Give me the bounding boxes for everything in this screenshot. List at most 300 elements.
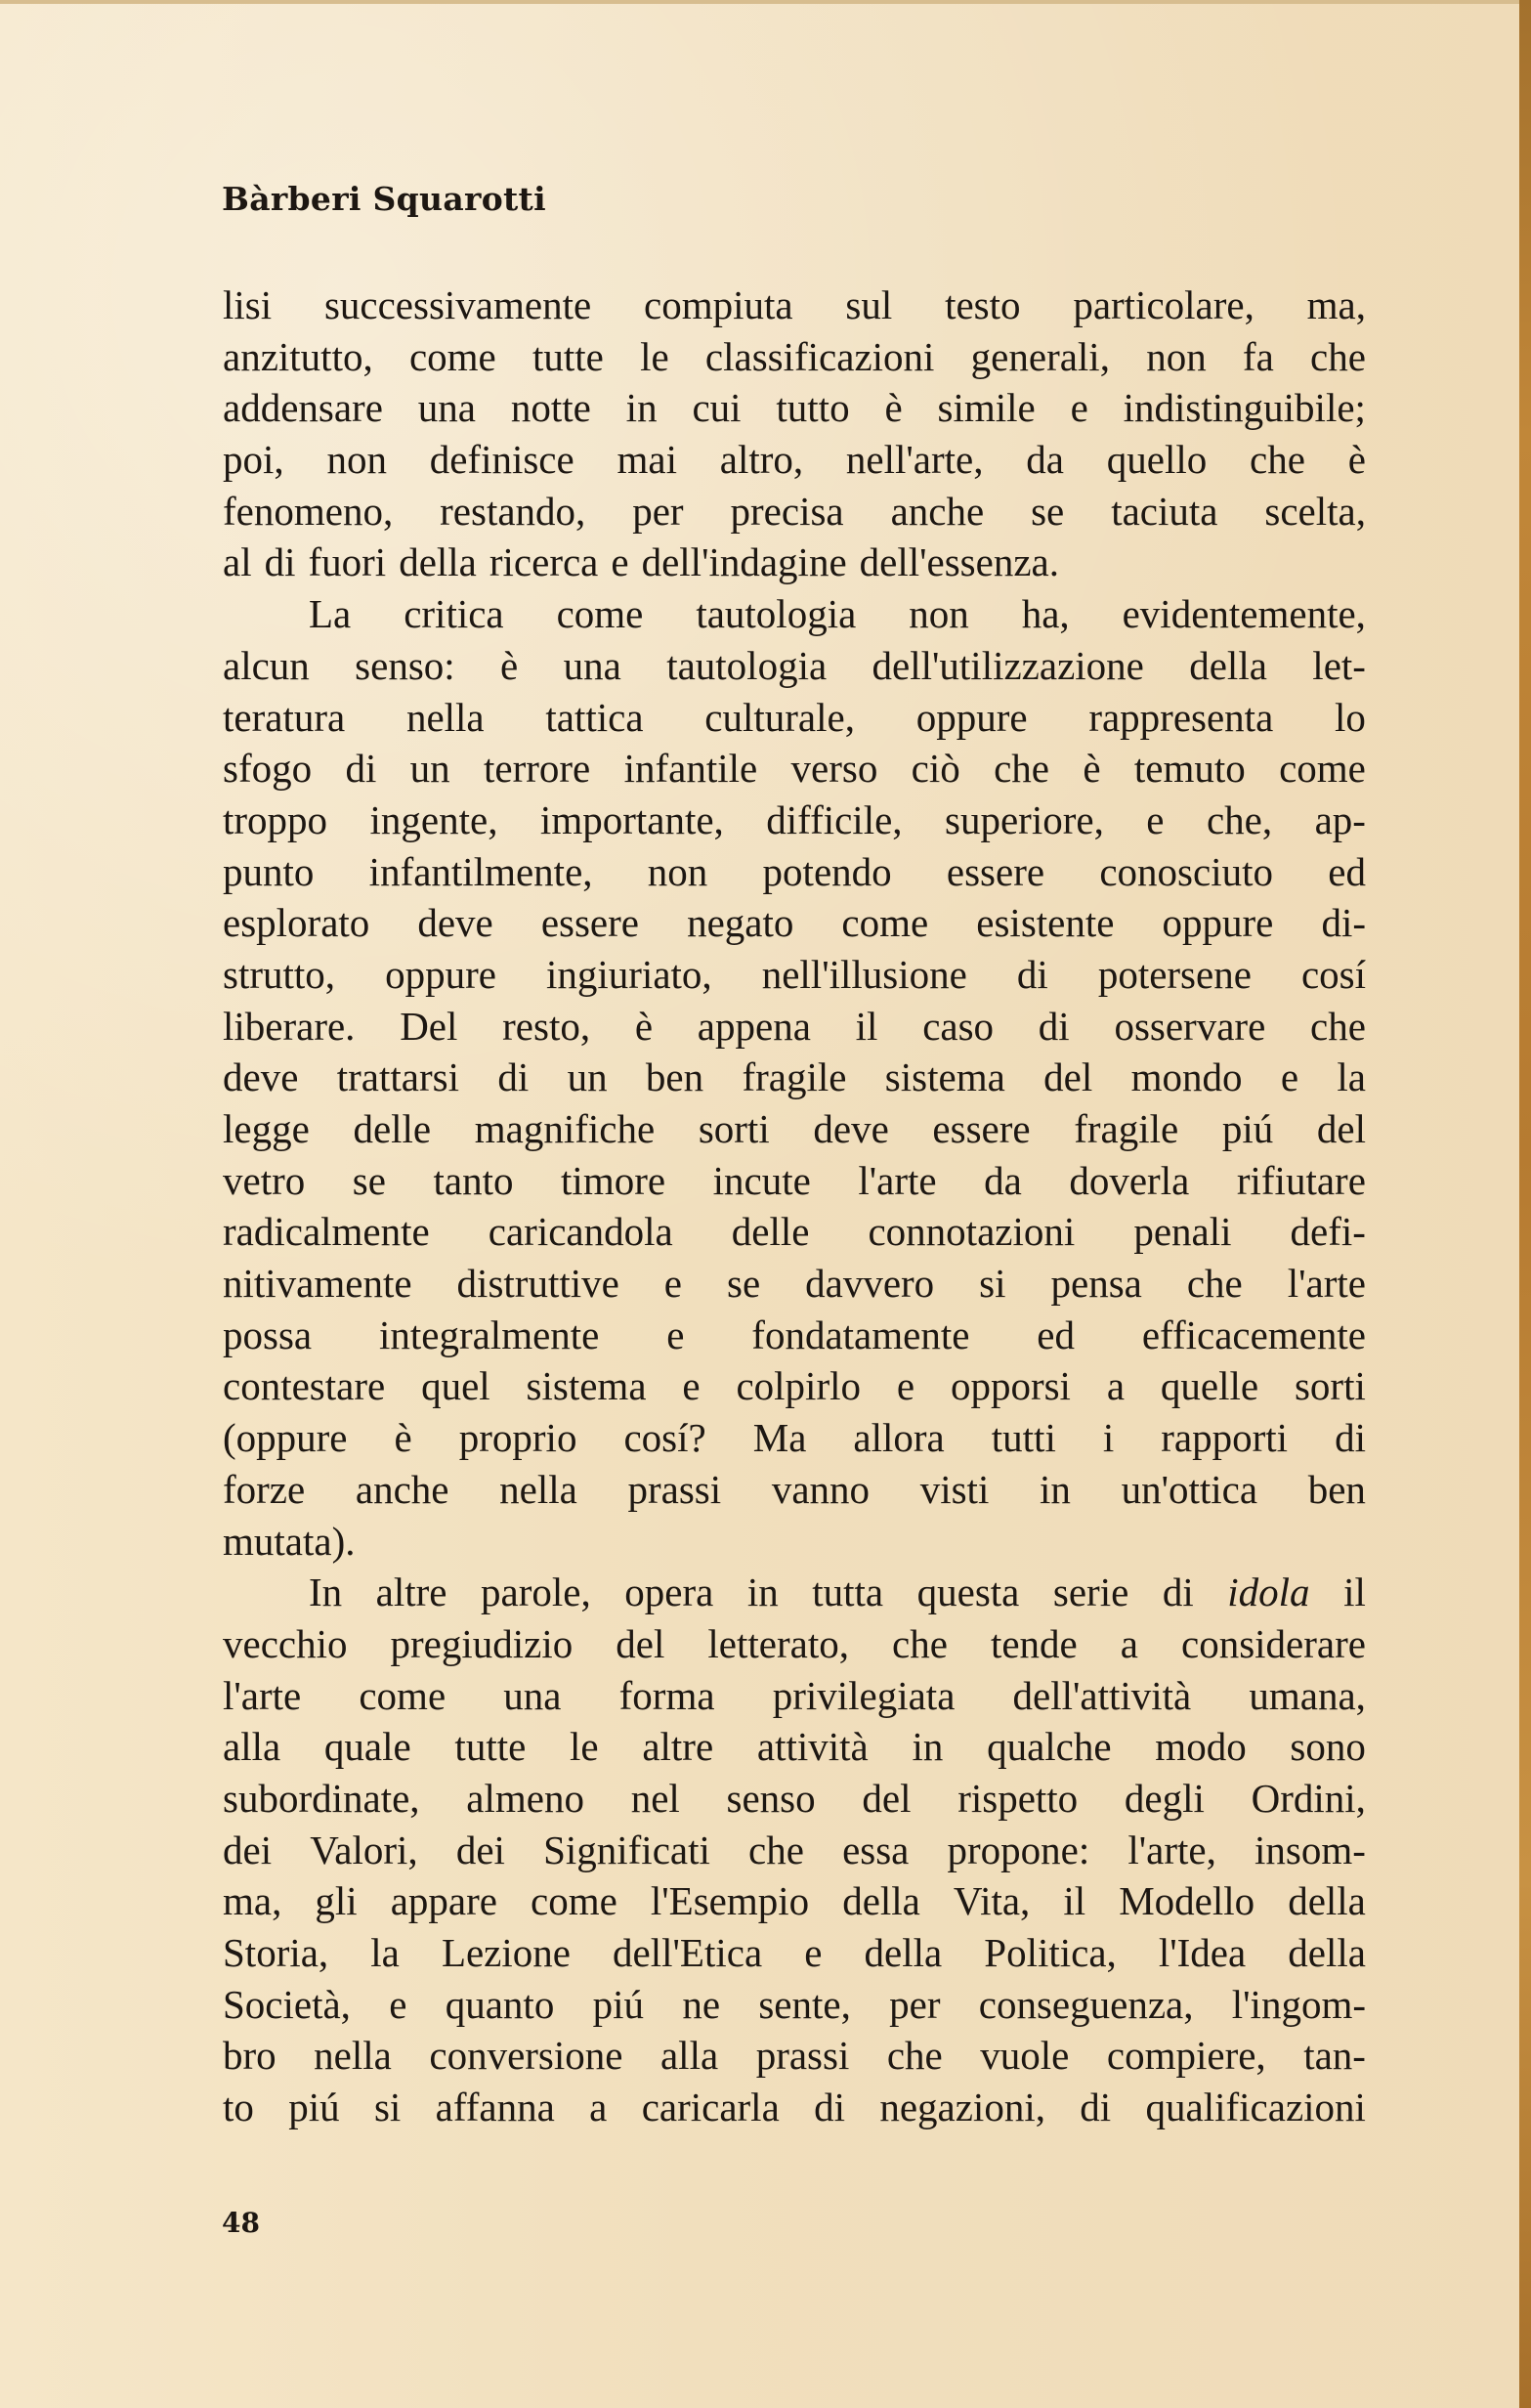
page-top-edge — [0, 0, 1531, 4]
word: Ma — [752, 1415, 807, 1461]
word: di — [497, 1054, 530, 1100]
word: che — [994, 746, 1049, 792]
word: Storia, — [223, 1930, 329, 1975]
word: incute — [712, 1157, 811, 1203]
word: Significati — [543, 1827, 710, 1872]
word: una — [503, 1672, 562, 1718]
word: legge — [223, 1106, 310, 1151]
word: trattarsi — [336, 1054, 459, 1100]
word: allora — [853, 1415, 945, 1461]
word: appena — [697, 1003, 811, 1049]
page-right-edge — [1519, 0, 1531, 2408]
word: altre — [642, 1724, 714, 1770]
text-line — [223, 2082, 1366, 2133]
word: parole, — [481, 1570, 591, 1615]
word: se — [352, 1157, 386, 1203]
word: anche — [890, 488, 985, 534]
word: esplorato — [223, 900, 370, 946]
word: ed — [1328, 848, 1366, 894]
word: piú — [288, 2085, 340, 2130]
word: successivamente — [323, 282, 592, 327]
word: se — [726, 1261, 761, 1307]
word: l'arte — [1287, 1261, 1366, 1307]
word: scelta, — [1264, 488, 1366, 534]
word: a — [1106, 1363, 1126, 1409]
word: idola — [1227, 1570, 1310, 1615]
word: defi- — [1290, 1209, 1366, 1255]
word: la — [1337, 1054, 1366, 1100]
word: nel — [630, 1775, 680, 1821]
word: in — [625, 385, 658, 431]
word: prassi — [627, 1466, 722, 1512]
word: attività — [756, 1724, 869, 1770]
text-line — [223, 1875, 1366, 1927]
word: di — [1038, 1003, 1070, 1049]
word: delle — [353, 1106, 432, 1151]
word: l'arte, — [1127, 1827, 1216, 1872]
word: mondo — [1130, 1054, 1243, 1100]
word: da — [1026, 437, 1064, 483]
word: essere — [946, 848, 1045, 894]
word: vanno — [771, 1466, 871, 1512]
text-line — [223, 1103, 1366, 1155]
word: essere — [540, 900, 639, 946]
word: del — [862, 1775, 912, 1821]
word: verso — [790, 746, 878, 792]
word: (oppure — [223, 1415, 348, 1461]
word: del — [1316, 1106, 1366, 1151]
word: dell'indagine — [641, 539, 847, 585]
word: quello — [1106, 437, 1208, 483]
word: quel — [421, 1363, 490, 1409]
word: della — [1288, 1930, 1366, 1975]
word: è — [500, 642, 519, 688]
word: sistema — [526, 1363, 647, 1409]
word: fuori — [308, 539, 387, 585]
word: un'ottica — [1121, 1466, 1258, 1512]
word: e — [611, 539, 629, 585]
word: pensa — [1050, 1261, 1142, 1307]
word: della — [864, 1930, 943, 1975]
word: è — [884, 385, 903, 431]
text-line — [223, 1464, 1366, 1516]
word: Società, — [223, 1981, 351, 2027]
word: a — [589, 2085, 608, 2130]
word: serie — [1052, 1570, 1129, 1615]
word: di — [345, 746, 377, 792]
word: infantilmente, — [368, 848, 593, 894]
word: di — [1162, 1570, 1194, 1615]
word: evidentemente, — [1122, 591, 1366, 637]
word: visti — [919, 1466, 990, 1512]
word: tutti — [991, 1415, 1056, 1461]
word: conseguenza, — [978, 1981, 1194, 2027]
word: tan- — [1303, 2033, 1366, 2079]
word: senso — [726, 1775, 816, 1821]
word: potersene — [1097, 951, 1252, 997]
body-text — [223, 280, 1366, 2133]
word: che, — [1206, 796, 1273, 842]
word: rappresenta — [1088, 694, 1274, 740]
word: importante, — [539, 796, 724, 842]
word: tutto — [776, 385, 850, 431]
word: sfogo — [223, 746, 313, 792]
word: penali — [1133, 1209, 1232, 1255]
word: e — [682, 1363, 701, 1409]
word: ciò — [911, 746, 960, 792]
text-line — [223, 846, 1366, 898]
word: di- — [1321, 900, 1366, 946]
word: ben — [1307, 1466, 1366, 1512]
word: liberare. — [223, 1003, 356, 1049]
word: una — [417, 385, 476, 431]
text-line — [223, 1206, 1366, 1258]
word: rispetto — [957, 1775, 1079, 1821]
word: privilegiata — [772, 1672, 956, 1718]
word: esistente — [976, 900, 1115, 946]
word: bro — [223, 2033, 276, 2079]
text-line — [223, 1412, 1366, 1464]
word: essa — [842, 1827, 910, 1872]
word: La — [309, 591, 352, 637]
word: Valori, — [310, 1827, 418, 1872]
word: let- — [1312, 642, 1366, 688]
word: anzitutto, — [223, 333, 373, 379]
word: non — [909, 591, 969, 637]
word: generali, — [970, 333, 1110, 379]
word: l'ingom- — [1231, 1981, 1366, 2027]
word: osservare — [1114, 1003, 1266, 1049]
word: dell'essenza. — [859, 539, 1059, 585]
word: del — [1043, 1054, 1093, 1100]
word: che — [1310, 333, 1366, 379]
word: timore — [561, 1157, 666, 1203]
word: efficacemente — [1141, 1312, 1366, 1357]
word: tutta — [812, 1570, 884, 1615]
word: dell'utilizzazione — [872, 642, 1144, 688]
text-line — [223, 434, 1366, 486]
word: è — [394, 1415, 412, 1461]
word: ma, — [223, 1878, 282, 1924]
text-line — [223, 1721, 1366, 1773]
running-head: Bàrberi Squarotti — [222, 180, 546, 218]
word: affanna — [435, 2085, 555, 2130]
word: fragile — [742, 1054, 847, 1100]
word: ingiuriato, — [546, 951, 712, 997]
word: caso — [922, 1003, 995, 1049]
word: umana, — [1249, 1672, 1366, 1718]
word: insom- — [1255, 1827, 1366, 1872]
word: precisa — [730, 488, 844, 534]
word: dell'Etica — [613, 1930, 763, 1975]
word: subordinate, — [223, 1775, 420, 1821]
text-line — [223, 382, 1366, 434]
word: resto, — [502, 1003, 591, 1049]
word: ap- — [1314, 796, 1366, 842]
word: poi, — [223, 437, 284, 483]
word: ed — [1037, 1312, 1075, 1357]
word: troppo — [223, 796, 328, 842]
word: e — [389, 1981, 407, 2027]
word: contestare — [223, 1363, 386, 1409]
word: opera — [624, 1570, 714, 1615]
word: e — [1146, 796, 1165, 842]
word: della — [1189, 642, 1267, 688]
word: pregiudizio — [390, 1620, 574, 1666]
word: testo — [945, 282, 1021, 327]
word: come — [531, 1878, 617, 1924]
word: una — [563, 642, 621, 688]
word: teratura — [223, 694, 346, 740]
word: degli — [1124, 1775, 1205, 1821]
word: è — [634, 1003, 654, 1049]
word: connotazioni — [868, 1209, 1076, 1255]
word: nell'illusione — [761, 951, 967, 997]
word: critica — [404, 591, 504, 637]
word: da — [984, 1157, 1022, 1203]
word: un — [409, 746, 450, 792]
word: il — [1063, 1878, 1086, 1924]
word: dei — [455, 1827, 505, 1872]
word: e — [1070, 385, 1088, 431]
word: potendo — [762, 848, 892, 894]
text-line — [223, 1773, 1366, 1825]
word: il — [855, 1003, 878, 1049]
word: si — [373, 2085, 402, 2130]
word: punto — [223, 848, 315, 894]
word: cui — [692, 385, 742, 431]
word: la — [370, 1930, 400, 1975]
word: l'arte — [223, 1672, 302, 1718]
word: to — [223, 2085, 254, 2130]
word: come — [408, 333, 496, 379]
word: in — [912, 1724, 944, 1770]
word: Del — [400, 1003, 458, 1049]
word: caricarla — [641, 2085, 780, 2130]
word: l'arte — [858, 1157, 937, 1203]
word: e — [804, 1930, 823, 1975]
word: al — [223, 539, 252, 585]
word: quelle — [1160, 1363, 1259, 1409]
word: tutte — [454, 1724, 527, 1770]
word: tattica — [545, 694, 644, 740]
word: qualche — [987, 1724, 1112, 1770]
word: conversione — [429, 2033, 623, 2079]
word: l'Idea — [1158, 1930, 1247, 1975]
word: che — [1186, 1261, 1243, 1307]
word: ma, — [1306, 282, 1366, 327]
text-line — [223, 1927, 1366, 1979]
text-line — [223, 1310, 1366, 1361]
text-line — [223, 537, 1366, 588]
word: strutto, — [223, 951, 336, 997]
word: di — [814, 2085, 845, 2130]
text-line — [223, 588, 1366, 640]
word: sistema — [884, 1054, 1005, 1100]
word: caricandola — [488, 1209, 673, 1255]
word: restando, — [440, 488, 586, 534]
word: notte — [510, 385, 591, 431]
word: gli — [315, 1878, 358, 1924]
word: e — [1280, 1054, 1299, 1100]
word: per — [889, 1981, 941, 2027]
word: proprio — [458, 1415, 577, 1461]
word: nell'arte, — [845, 437, 984, 483]
word: i — [1102, 1415, 1115, 1461]
word: alla — [659, 2033, 719, 2079]
word: particolare, — [1073, 282, 1255, 327]
word: piú — [1221, 1106, 1274, 1151]
word: negazioni, — [879, 2085, 1045, 2130]
text-line — [223, 1258, 1366, 1310]
word: prassi — [755, 2033, 850, 2079]
word: quanto — [445, 1981, 555, 2027]
word: e — [663, 1261, 682, 1307]
word: sorti — [698, 1106, 770, 1151]
text-line — [223, 949, 1366, 1001]
word: altro, — [719, 437, 804, 483]
word: Politica, — [984, 1930, 1117, 1975]
word: ingente, — [369, 796, 498, 842]
word: lisi — [223, 282, 273, 327]
word: vuole — [980, 2033, 1070, 2079]
word: come — [841, 900, 929, 946]
word: vetro — [223, 1157, 306, 1203]
word: quale — [323, 1724, 411, 1770]
word: oppure — [915, 694, 1028, 740]
word: si — [979, 1261, 1006, 1307]
word: modo — [1155, 1724, 1247, 1770]
word: di — [1335, 1415, 1366, 1461]
word: Ordini, — [1251, 1775, 1366, 1821]
word: che — [886, 2033, 943, 2079]
word: conosciuto — [1099, 848, 1273, 894]
word: fragile — [1074, 1106, 1179, 1151]
text-line — [223, 1670, 1366, 1722]
word: definisce — [429, 437, 574, 483]
word: propone: — [947, 1827, 1090, 1872]
word: difficile, — [766, 796, 903, 842]
word: in — [746, 1570, 779, 1615]
word: tutte — [532, 333, 604, 379]
word: come — [1279, 746, 1366, 792]
word: tanto — [433, 1157, 514, 1203]
text-line — [223, 1567, 1366, 1618]
word: del — [616, 1620, 665, 1666]
word: considerare — [1181, 1620, 1366, 1666]
word: magnifiche — [474, 1106, 656, 1151]
word: il — [1343, 1570, 1366, 1615]
word: in — [1040, 1466, 1071, 1512]
word: l'Esempio — [650, 1878, 810, 1924]
text-line — [223, 486, 1366, 538]
word: simile — [937, 385, 1036, 431]
word: compiuta — [644, 282, 793, 327]
text-line — [223, 1155, 1366, 1207]
text-line — [223, 280, 1366, 331]
word: sente, — [758, 1981, 851, 2027]
word: ha, — [1021, 591, 1070, 637]
word: compiere, — [1106, 2033, 1266, 2079]
word: della — [1288, 1878, 1366, 1924]
word: indistinguibile; — [1123, 385, 1366, 431]
text-line — [223, 1516, 1366, 1568]
word: addensare — [223, 385, 383, 431]
word: deve — [813, 1106, 889, 1151]
word: altre — [375, 1570, 447, 1615]
word: non — [647, 848, 708, 894]
word: non — [1146, 333, 1207, 379]
word: alla — [223, 1724, 281, 1770]
word: di — [1016, 951, 1048, 997]
text-line — [223, 1052, 1366, 1103]
word: fa — [1242, 333, 1274, 379]
word: come — [556, 591, 644, 637]
word: integralmente — [378, 1312, 600, 1357]
word: opporsi — [950, 1363, 1071, 1409]
word: Modello — [1119, 1878, 1255, 1924]
word: che — [892, 1620, 948, 1666]
word: distruttive — [456, 1261, 619, 1307]
word: infantile — [623, 746, 758, 792]
word: mai — [617, 437, 677, 483]
word: possa — [223, 1312, 313, 1357]
word: nella — [499, 1466, 577, 1512]
word: sorti — [1294, 1363, 1366, 1409]
word: delle — [731, 1209, 810, 1255]
word: se — [1031, 488, 1065, 534]
word: anche — [355, 1466, 449, 1512]
word: letterato, — [707, 1620, 849, 1666]
text-line — [223, 1618, 1366, 1670]
word: tautologia — [696, 591, 857, 637]
text-line — [223, 1979, 1366, 2031]
word: ben — [645, 1054, 704, 1100]
word: le — [570, 1724, 599, 1770]
word: sono — [1290, 1724, 1366, 1770]
word: essere — [932, 1106, 1031, 1151]
word: In — [309, 1570, 343, 1615]
word: della — [842, 1878, 920, 1924]
word: colpirlo — [736, 1363, 861, 1409]
word: nitivamente — [223, 1261, 412, 1307]
text-line — [223, 692, 1366, 744]
word: terrore — [484, 746, 591, 792]
word: cosí — [1300, 951, 1366, 997]
word: davvero — [805, 1261, 935, 1307]
word: dei — [223, 1827, 273, 1872]
word: lo — [1335, 694, 1366, 740]
text-line — [223, 1360, 1366, 1412]
text-line — [223, 897, 1366, 949]
word: nella — [405, 694, 485, 740]
word: forma — [618, 1672, 715, 1718]
word: fenomeno, — [223, 488, 394, 534]
word: che — [748, 1827, 804, 1872]
word: radicalmente — [223, 1209, 430, 1255]
word: non — [326, 437, 387, 483]
word: forze — [223, 1466, 306, 1512]
word: a — [1120, 1620, 1138, 1666]
word: di — [1080, 2085, 1112, 2130]
word: è — [1347, 437, 1366, 483]
word: appare — [390, 1878, 497, 1924]
text-line — [223, 2030, 1366, 2082]
word: come — [359, 1672, 447, 1718]
word: le — [640, 333, 669, 379]
word: ne — [682, 1981, 721, 2027]
word: tende — [990, 1620, 1078, 1666]
